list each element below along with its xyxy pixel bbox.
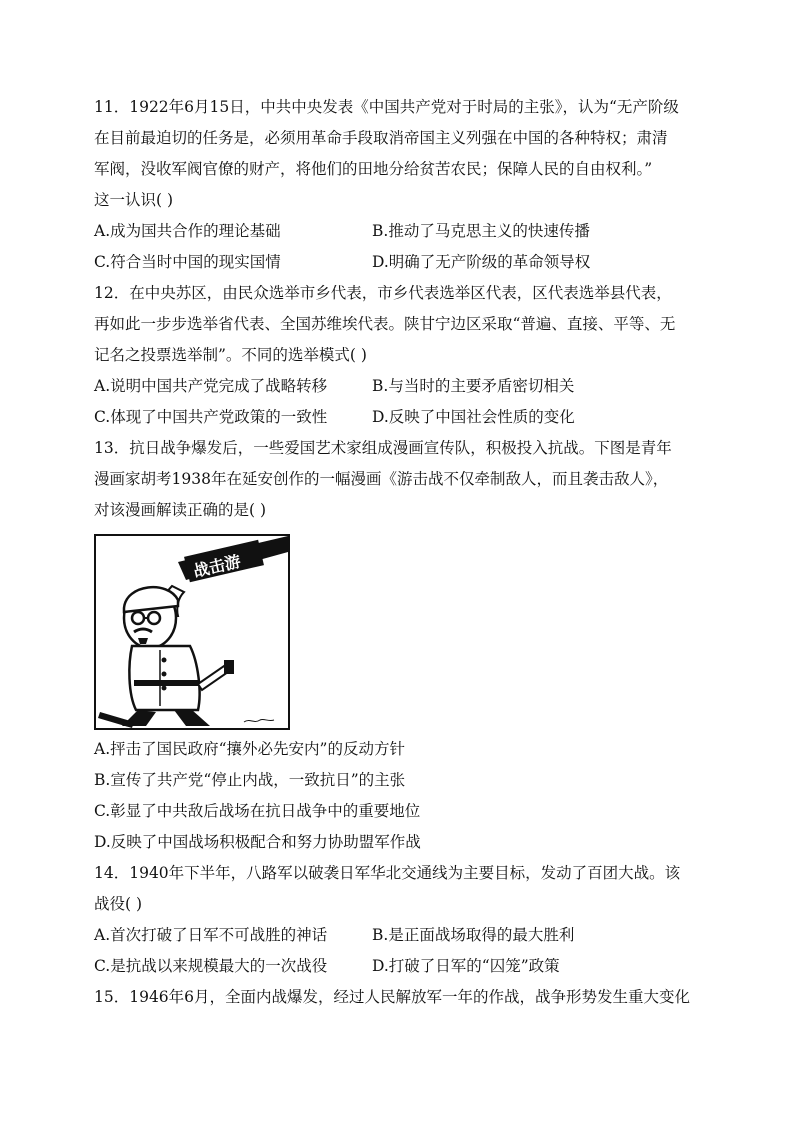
- question-13-option-d[interactable]: D.反映了中国战场积极配合和努力协助盟军作战: [94, 833, 421, 851]
- exam-page: [94, 92, 704, 1013]
- question-14-option-c[interactable]: C.是抗战以来规模最大的一次战役: [94, 957, 328, 975]
- question-12-option-d[interactable]: D.反映了中国社会性质的变化: [372, 408, 575, 426]
- question-14-options-row-1: [94, 920, 704, 951]
- question-14-line-1: 14．1940年下半年，八路军以破袭日军华北交通线为主要目标，发动了百团大战。该: [94, 864, 681, 882]
- question-14-option-b[interactable]: B.是正面战场取得的最大胜利: [372, 926, 575, 944]
- question-13-line-1: 13．抗日战争爆发后，一些爱国艺术家组成漫画宣传队，积极投入抗战。下图是青年: [94, 439, 672, 457]
- question-12: [94, 278, 704, 433]
- question-12-options-row-2: [94, 402, 704, 433]
- question-11-line-4: 这一认识( ): [94, 191, 174, 209]
- question-15-line-1: 15．1946年6月，全面内战爆发，经过人民解放军一年的作战，战争形势发生重大变化: [94, 988, 691, 1006]
- question-13-line-2: 漫画家胡考1938年在延安创作的一幅漫画《游击战不仅牵制敌人，而且袭击敌人》，: [94, 470, 669, 488]
- question-12-option-c[interactable]: C.体现了中国共产党政策的一致性: [94, 408, 328, 426]
- question-12-line-1: 12．在中央苏区，由民众选举市乡代表，市乡代表选举区代表，区代表选举县代表，: [94, 284, 672, 302]
- question-11-options-row-1: [94, 216, 704, 247]
- question-11-option-c[interactable]: C.符合当时中国的现实国情: [94, 253, 281, 271]
- question-13-line-3: 对该漫画解读正确的是( ): [94, 501, 267, 519]
- question-13-option-c[interactable]: C.彰显了中共敌后战场在抗日战争中的重要地位: [94, 802, 421, 820]
- question-11-line-3: 军阀，没收军阀官僚的财产，将他们的田地分给贫苦农民；保障人民的自由权利。”: [94, 160, 653, 178]
- cartoon-drawing: [94, 534, 290, 730]
- question-13-option-a[interactable]: A.抨击了国民政府“攘外必先安内”的反动方针: [94, 740, 405, 758]
- question-14-line-2: 战役( ): [94, 895, 143, 913]
- question-12-option-a[interactable]: A.说明中国共产党完成了战略转移: [94, 377, 328, 395]
- guerrilla-cartoon-image: [94, 534, 290, 730]
- question-11: [94, 92, 704, 278]
- question-11-option-b[interactable]: B.推动了马克思主义的快速传播: [372, 222, 590, 240]
- question-11-option-a[interactable]: A.成为国共合作的理论基础: [94, 222, 281, 240]
- question-15: [94, 982, 704, 1013]
- question-14-option-a[interactable]: A.首次打破了日军不可战胜的神话: [94, 926, 328, 944]
- question-14: [94, 858, 704, 982]
- question-11-option-d[interactable]: D.明确了无产阶级的革命领导权: [372, 253, 591, 271]
- question-12-option-b[interactable]: B.与当时的主要矛盾密切相关: [372, 377, 575, 395]
- cartoon-club-label: 战击游: [191, 551, 243, 581]
- question-13: [94, 433, 704, 858]
- question-11-line-1: 11．1922年6月15日，中共中央发表《中国共产党对于时局的主张》，认为“无产阶级: [94, 98, 679, 116]
- question-14-options-row-2: [94, 951, 704, 982]
- question-11-options-row-2: [94, 247, 704, 278]
- question-14-option-d[interactable]: D.打破了日军的“囚笼”政策: [372, 957, 560, 975]
- question-12-options-row-1: [94, 371, 704, 402]
- question-11-line-2: 在目前最迫切的任务是，必须用革命手段取消帝国主义列强在中国的各种特权；肃清: [94, 129, 668, 147]
- question-12-line-2: 再如此一步步选举省代表、全国苏维埃代表。陕甘宁边区采取“普遍、直接、平等、无: [94, 315, 676, 333]
- question-13-option-b[interactable]: B.宣传了共产党“停止内战，一致抗日”的主张: [94, 771, 406, 789]
- question-12-line-3: 记名之投票选举制”。不同的选举模式( ): [94, 346, 367, 364]
